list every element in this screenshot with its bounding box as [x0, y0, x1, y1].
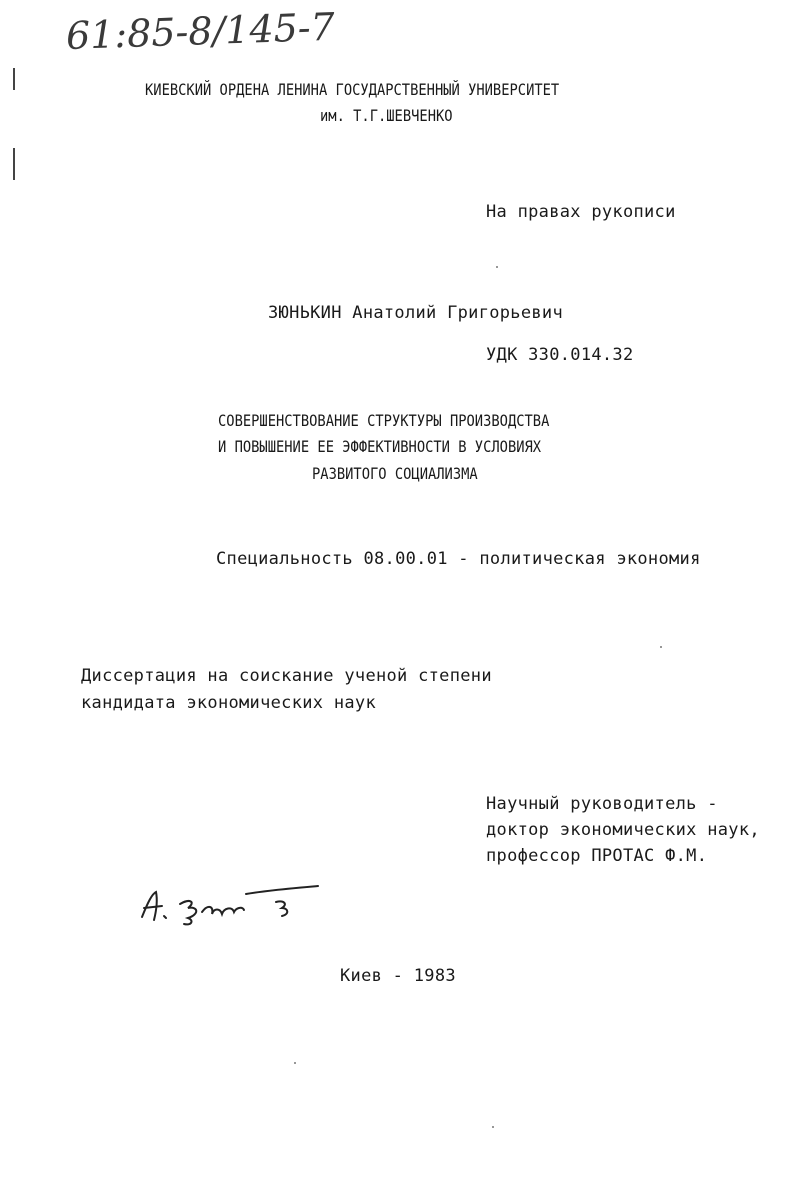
university-named-after: им. Т.Г.ШЕВЧЕНКО [320, 106, 453, 125]
dissertation-line-2: кандидата экономических наук [81, 693, 376, 713]
university-name: КИЕВСКИЙ ОРДЕНА ЛЕНИНА ГОСУДАРСТВЕННЫЙ УНИВЕРСИТЕТ [145, 80, 560, 99]
dissertation-line-1: Диссертация на соискание ученой степени [81, 666, 492, 686]
udc-code: УДК 330.014.32 [486, 345, 634, 365]
supervisor-line-3: профессор ПРОТАС Ф.М. [486, 846, 708, 866]
archive-code-handwritten: 61:85-8/145-7 [65, 4, 336, 58]
supervisor-line-2: доктор экономических наук, [486, 820, 760, 840]
rights-note: На правах рукописи [486, 202, 676, 222]
specialty: Специальность 08.00.01 - политическая экономия [216, 549, 701, 569]
speck [492, 1126, 494, 1128]
author-signature [130, 872, 330, 932]
author-name: ЗЮНЬКИН Анатолий Григорьевич [268, 303, 563, 323]
speck [660, 646, 662, 648]
margin-mark-middle [13, 148, 15, 180]
title-line-1: СОВЕРШЕНСТВОВАНИЕ СТРУКТУРЫ ПРОИЗВОДСТВА [218, 411, 550, 430]
place-year: Киев - 1983 [340, 966, 456, 986]
supervisor-line-1: Научный руководитель - [486, 794, 718, 814]
title-line-3: РАЗВИТОГО СОЦИАЛИЗМА [312, 464, 478, 483]
margin-mark-top [13, 68, 15, 90]
title-line-2: И ПОВЫШЕНИЕ ЕЕ ЭФФЕКТИВНОСТИ В УСЛОВИЯХ [218, 437, 542, 456]
speck [294, 1062, 296, 1064]
speck [496, 266, 498, 268]
